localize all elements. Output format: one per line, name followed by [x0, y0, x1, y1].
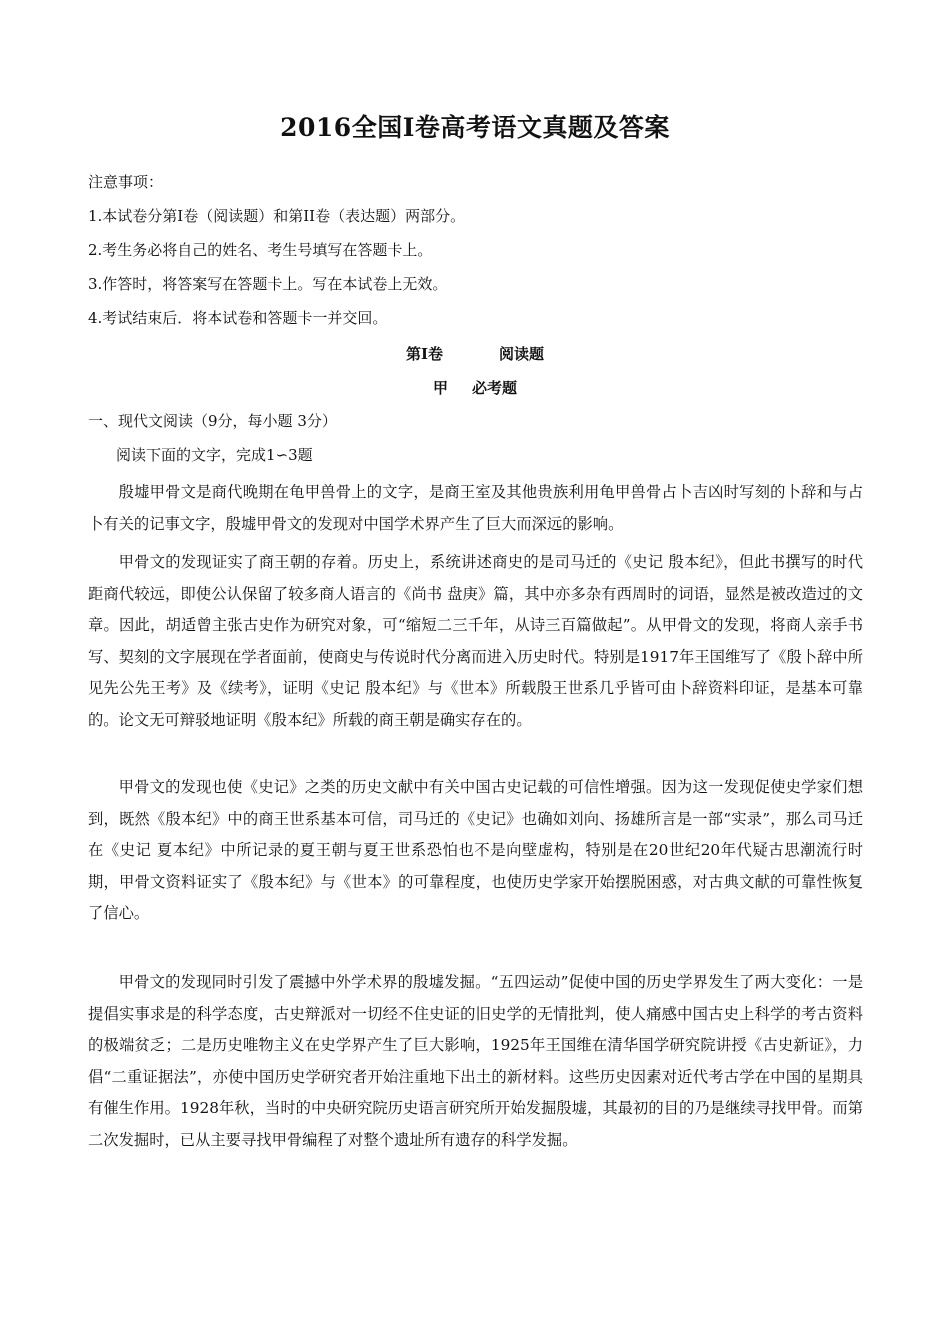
- notice-item-1: 1.本试卷分第Ⅰ卷（阅读题）和第II卷（表达题）两部分。: [88, 207, 466, 225]
- notice-item-4: 4.考试结束后．将本试卷和答题卡一并交回。: [88, 309, 388, 327]
- notice-item-2: 2.考生务必将自己的姓名、考生号填写在答题卡上。: [88, 241, 433, 259]
- paragraph-2: 甲骨文的发现证实了商王朝的存着。历史上，系统讲述商史的是司马迁的《史记 殷本纪》，但此书撰写的时代距商代较远，即使公认保留了较多商人语言的《尚书 盘庚》篇，其中亦多杂有西周时的词语，显然是被改造过的文章。因此，胡适曾主张古史作为研究对象，可“缩短二三千年，从诗三百篇做起”。从甲骨文的发现，将商人亲手书写、契刻的文字展现在学者面前，使商史与传说时代分离而进入历史时代。特别是1917年王国维写了《殷卜辞中所见先公先王考》及《续考》，证明《史记 殷本纪》与《世本》所载殷王世系几乎皆可由卜辞资料印证，是基本可靠的。论文无可辩驳地证明《殷本纪》所载的商王朝是确实存在的。: [88, 553, 863, 729]
- paragraph-4: 甲骨文的发现同时引发了震撼中外学术界的殷墟发掘。“五四运动”促使中国的历史学界发生了两大变化：一是提倡实事求是的科学态度，古史辩派对一切经不住史证的旧史学的无情批判，使人痛感中国古史上科学的考古资料的极端贫乏；二是历史唯物主义在史学界产生了巨大影响，1925年王国维在清华国学研究院讲授《古史新证》，力倡“二重证据法”，亦使中国历史学研究者开始注重地下出土的新材料。这些历史因素对近代考古学在中国的星期具有催生作用。1928年秋，当时的中央研究院历史语言研究所开始发掘殷墟，其最初的目的乃是继续寻找甲骨。而第二次发掘时，已从主要寻找甲骨编程了对整个遗址所有遗存的科学发掘。: [88, 973, 863, 1149]
- volume-heading: [0, 343, 950, 364]
- part-heading: [0, 377, 950, 398]
- document-title: 2016全国Ⅰ卷高考语文真题及答案: [280, 113, 670, 142]
- paragraph-3: 甲骨文的发现也使《史记》之类的历史文献中有关中国古史记载的可信性增强。因为这一发现促使史学家们想到，既然《殷本纪》中的商王世系基本可信，司马迁的《史记》也确如刘向、扬雄所言是一部“实录”，那么司马迁在《史记 夏本纪》中所记录的夏王朝与夏王世系恐怕也不是向壁虚构，特别是在20世纪20年代疑古思潮流行时期，甲骨文资料证实了《殷本纪》与《世本》的可靠程度，也使历史学家开始摆脱困惑，对古典文献的可靠性恢复了信心。: [88, 778, 863, 922]
- notice-item-3: 3.作答时，将答案写在答题卡上。写在本试卷上无效。: [88, 275, 448, 293]
- part-label: 甲: [432, 379, 448, 397]
- reading-instruction: 阅读下面的文字，完成1∽3题: [116, 446, 313, 464]
- volume-label: 第Ⅰ卷: [405, 345, 443, 363]
- notice-heading: 注意事项：: [88, 173, 164, 191]
- question-heading: 一、现代文阅读（9分，每小题 3分）: [88, 412, 337, 430]
- volume-name: 阅读题: [499, 345, 545, 363]
- part-name: 必考题: [472, 379, 518, 397]
- paragraph-1: 殷墟甲骨文是商代晚期在龟甲兽骨上的文字，是商王室及其他贵族利用龟甲兽骨占卜吉凶时写刻的卜辞和与占卜有关的记事文字，殷墟甲骨文的发现对中国学术界产生了巨大而深远的影响。: [88, 483, 863, 533]
